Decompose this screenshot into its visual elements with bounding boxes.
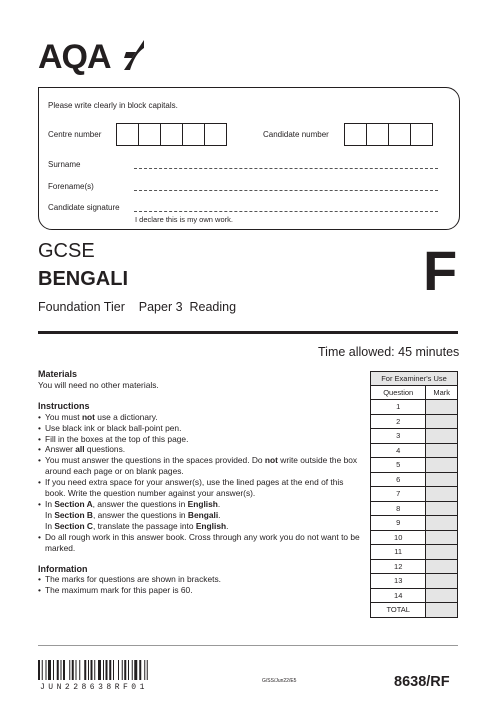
total-label: TOTAL bbox=[371, 603, 426, 618]
footer-divider bbox=[38, 645, 458, 646]
list-item: • You must answer the questions in the spaces provided. Do not write outside the box around each page or on blank pages. bbox=[38, 455, 366, 477]
block-capitals-instruction: Please write clearly in block capitals. bbox=[48, 101, 178, 110]
qualification-title: GCSE bbox=[38, 240, 95, 262]
table-row bbox=[371, 443, 458, 458]
section-c-instruction: In Section C, translate the passage into English. bbox=[45, 520, 229, 531]
mark-column-header: Mark bbox=[426, 386, 458, 400]
table-row bbox=[371, 516, 458, 531]
mark-cell bbox=[426, 472, 458, 487]
question-number-cell: 14 bbox=[371, 588, 426, 603]
question-number-cell: 4 bbox=[371, 443, 426, 458]
instructions-list bbox=[38, 412, 366, 554]
table-row bbox=[371, 429, 458, 444]
table-row bbox=[371, 574, 458, 589]
forename-field[interactable] bbox=[134, 190, 438, 191]
table-row bbox=[371, 472, 458, 487]
question-number-cell: 8 bbox=[371, 501, 426, 516]
title-divider bbox=[38, 331, 458, 334]
question-number-cell: 9 bbox=[371, 516, 426, 531]
mark-cell bbox=[426, 400, 458, 415]
centre-number-label: Centre number bbox=[48, 130, 102, 139]
table-row bbox=[371, 559, 458, 574]
table-row bbox=[371, 414, 458, 429]
question-number-cell: 10 bbox=[371, 530, 426, 545]
candidate-number-label: Candidate number bbox=[263, 130, 329, 139]
list-item: • You must not use a dictionary. bbox=[38, 412, 366, 423]
table-row bbox=[371, 458, 458, 473]
examiner-table-title: For Examiner's Use bbox=[371, 372, 458, 386]
mark-cell bbox=[426, 516, 458, 531]
question-number-cell: 11 bbox=[371, 545, 426, 560]
mark-cell bbox=[426, 487, 458, 502]
section-b-instruction: In Section B, answer the questions in Bengali. bbox=[45, 509, 221, 520]
instructions-column bbox=[38, 369, 366, 596]
barcode bbox=[38, 660, 188, 682]
question-number-cell: 12 bbox=[371, 559, 426, 574]
signature-label: Candidate signature bbox=[48, 203, 120, 212]
total-mark-cell bbox=[426, 603, 458, 618]
mark-cell bbox=[426, 545, 458, 560]
mark-cell bbox=[426, 559, 458, 574]
list-item: • In Section A, answer the questions in English. In Section B, answer the questions in Bengali. In Section C, translate the passage into English. bbox=[38, 499, 366, 532]
mark-cell bbox=[426, 574, 458, 589]
centre-number-field[interactable] bbox=[116, 123, 226, 146]
table-row bbox=[371, 588, 458, 603]
forename-label: Forename(s) bbox=[48, 182, 94, 191]
mark-cell bbox=[426, 501, 458, 516]
table-row bbox=[371, 545, 458, 560]
examiner-use-table bbox=[370, 371, 458, 618]
question-number-cell: 3 bbox=[371, 429, 426, 444]
list-item: • Do all rough work in this answer book. Cross through any work you do not want to be marked. bbox=[38, 532, 366, 554]
question-number-cell: 7 bbox=[371, 487, 426, 502]
materials-text: You will need no other materials. bbox=[38, 379, 159, 390]
tier-letter: F bbox=[423, 239, 458, 302]
information-list bbox=[38, 574, 366, 596]
table-row bbox=[371, 501, 458, 516]
instructions-heading: Instructions bbox=[38, 400, 90, 411]
question-number-cell: 13 bbox=[371, 574, 426, 589]
mark-cell bbox=[426, 443, 458, 458]
mark-cell bbox=[426, 588, 458, 603]
mark-cell bbox=[426, 530, 458, 545]
list-item: • If you need extra space for your answer(s), use the lined pages at the end of this book. Write the question number against your answer(s). bbox=[38, 477, 366, 499]
subject-title: BENGALI bbox=[38, 268, 128, 290]
document-reference: G/SS/Jun22/E5 bbox=[262, 678, 297, 684]
table-row bbox=[371, 487, 458, 502]
list-item: • Fill in the boxes at the top of this page. bbox=[38, 434, 366, 445]
mark-cell bbox=[426, 458, 458, 473]
aqa-logo: AQA bbox=[38, 38, 111, 76]
question-number-cell: 5 bbox=[371, 458, 426, 473]
mark-cell bbox=[426, 414, 458, 429]
list-item: • The marks for questions are shown in brackets. bbox=[38, 574, 366, 585]
surname-label: Surname bbox=[48, 160, 81, 169]
candidate-number-field[interactable] bbox=[344, 123, 432, 146]
barcode-text: JUN228638RF01 bbox=[40, 683, 148, 692]
mark-cell bbox=[426, 429, 458, 444]
signature-field[interactable] bbox=[134, 211, 438, 212]
tier-paper-line: Foundation Tier Paper 3 Reading bbox=[38, 300, 237, 314]
list-item: • Use black ink or black ball-point pen. bbox=[38, 423, 366, 434]
question-number-cell: 1 bbox=[371, 400, 426, 415]
question-number-cell: 2 bbox=[371, 414, 426, 429]
question-number-cell: 6 bbox=[371, 472, 426, 487]
information-heading: Information bbox=[38, 563, 88, 574]
list-item: • The maximum mark for this paper is 60. bbox=[38, 585, 366, 596]
aqa-leaf-icon bbox=[122, 38, 146, 72]
list-item: • Answer all questions. bbox=[38, 444, 366, 455]
surname-field[interactable] bbox=[134, 168, 438, 169]
paper-code: 8638/RF bbox=[394, 674, 450, 690]
declaration-text: I declare this is my own work. bbox=[135, 215, 233, 224]
materials-heading: Materials bbox=[38, 369, 78, 379]
time-allowed: Time allowed: 45 minutes bbox=[318, 345, 460, 359]
question-column-header: Question bbox=[371, 386, 426, 400]
table-row bbox=[371, 400, 458, 415]
table-row bbox=[371, 530, 458, 545]
